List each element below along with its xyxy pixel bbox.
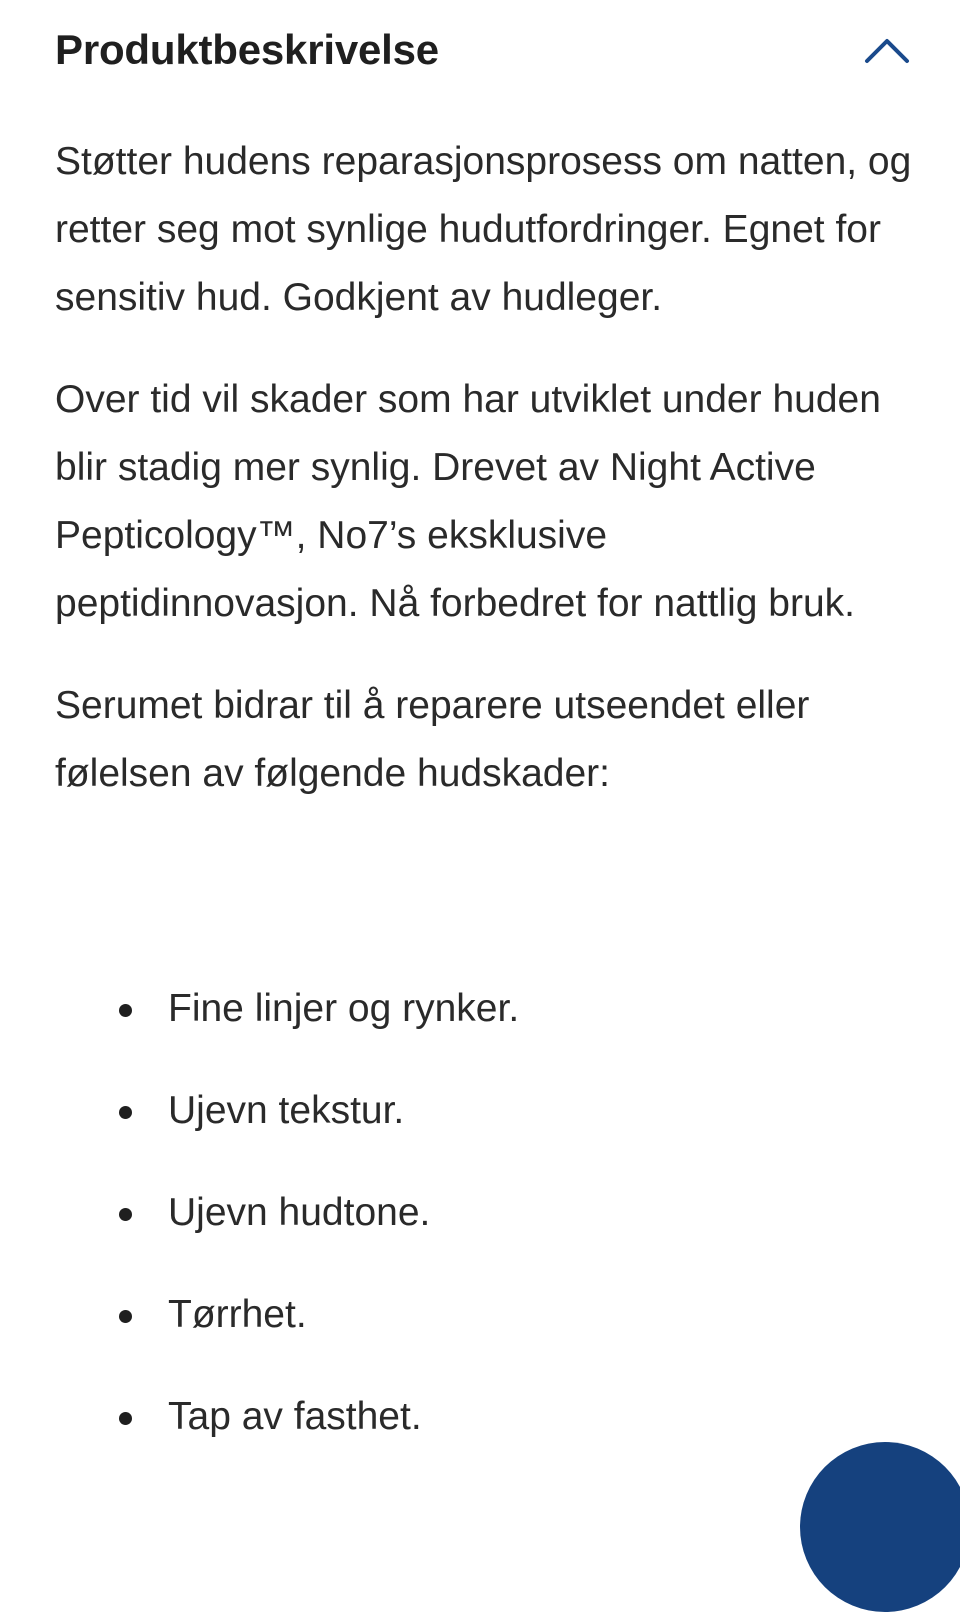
description-paragraph: Serumet bidrar til å reparere utseendet eller følelsen av følgende hudskader: (55, 684, 810, 795)
list-item-label: Ujevn hudtone. (168, 1191, 431, 1234)
chevron-up-icon (863, 35, 911, 65)
list-item-label: Fine linjer og rynker. (168, 987, 520, 1030)
description-paragraph: Over tid vil skader som har utviklet under huden blir stadig mer synlig. Drevet av Night Active Pepticology™, No7’s eksklusive peptidinnovasjon. Nå forbedret for nattlig bruk. (55, 378, 881, 625)
list-item-label: Tap av fasthet. (168, 1395, 422, 1438)
list-item (55, 1179, 915, 1281)
list-item (55, 1077, 915, 1179)
list-item (55, 1281, 915, 1383)
section-title: Produktbeskrivelse (55, 26, 439, 73)
skin-damage-list (55, 975, 915, 1485)
list-item-label: Tørrhet. (168, 1293, 307, 1336)
bullet-dot-icon (119, 1310, 132, 1323)
list-item-label: Ujevn tekstur. (168, 1089, 405, 1132)
bullet-dot-icon (119, 1208, 132, 1221)
bullet-dot-icon (119, 1106, 132, 1119)
description-body (55, 128, 915, 842)
list-item (55, 1383, 915, 1485)
bullet-dot-icon (119, 1412, 132, 1425)
collapse-toggle-button[interactable] (859, 28, 915, 72)
accordion-header[interactable] (55, 22, 915, 82)
description-paragraph: Støtter hudens reparasjonsprosess om natten, og retter seg mot synlige hudutfordringer. Egnet for sensitiv hud. Godkjent av hudleger. (55, 140, 912, 319)
list-item (55, 975, 915, 1077)
bullet-dot-icon (119, 1004, 132, 1017)
floating-action-button[interactable] (800, 1442, 960, 1612)
